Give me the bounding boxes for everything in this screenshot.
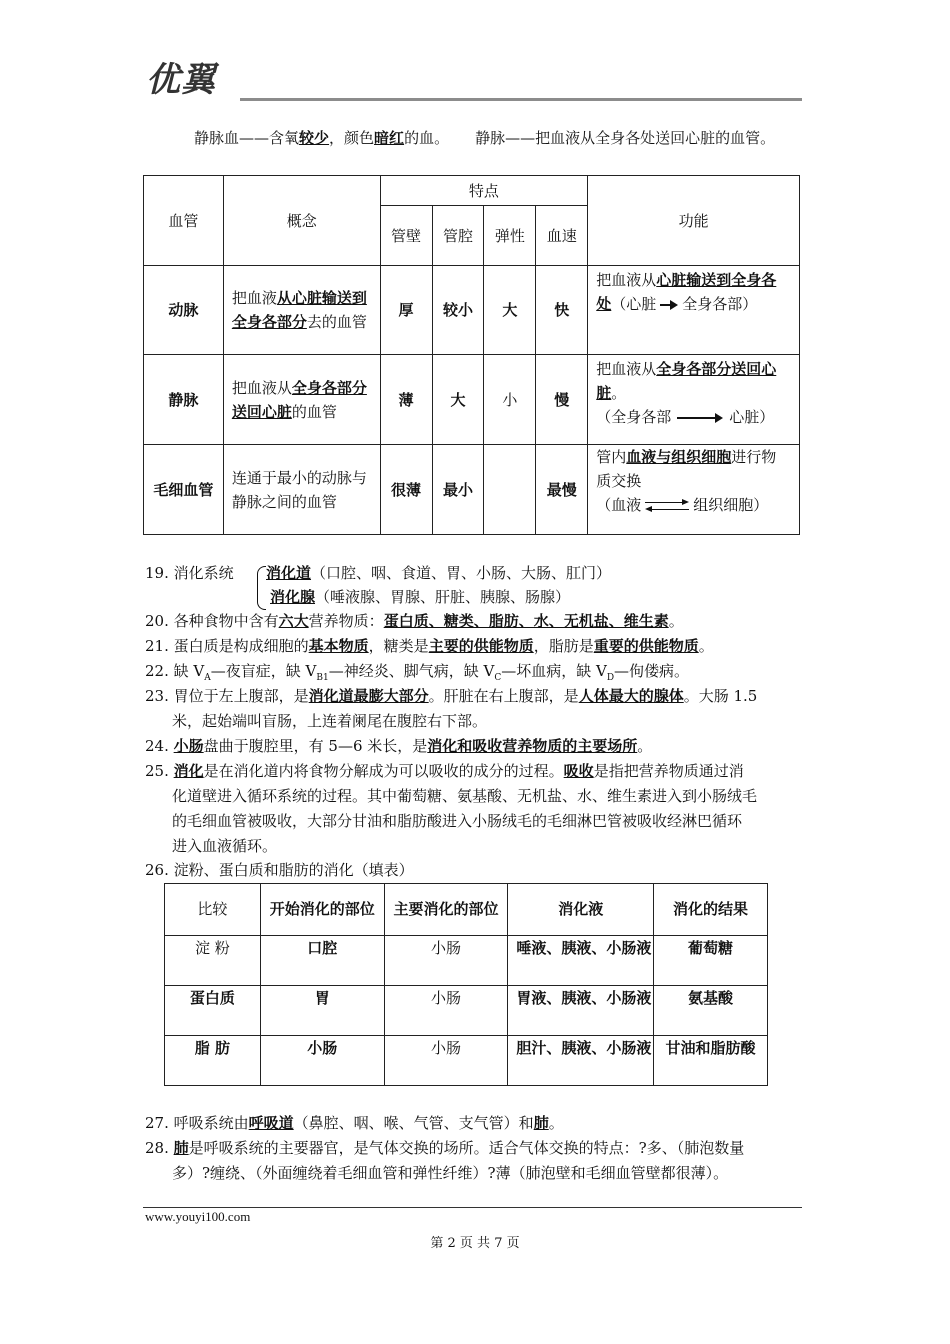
item-text: 。肝脏在右上腹部，是 — [428, 687, 579, 705]
item-text: —神经炎、脚气病，缺 V — [328, 662, 495, 680]
item-text: ，脂肪是 — [533, 637, 594, 655]
item-text: 淀粉、蛋白质和脂肪的消化（填表） — [173, 861, 414, 879]
item-text: （口腔、咽、食道、胃、小肠、大肠、肛门） — [311, 564, 612, 582]
header-cell: 血速 — [536, 206, 588, 266]
item-text: 。 — [548, 1114, 564, 1132]
footer-divider — [143, 1207, 802, 1208]
start-cell: 口腔 — [260, 936, 384, 986]
item-key: 消化腺 — [270, 588, 316, 606]
cell-key: 心脏输送到全身各处 — [596, 271, 777, 313]
item-text: 蛋白质是构成细胞的 — [173, 637, 309, 655]
vessel-name: 静脉 — [144, 355, 224, 445]
cell-text: 去的血管 — [306, 313, 367, 331]
item-number: 26. — [145, 861, 169, 879]
item-text: 盘曲于腹腔里，有 5—6 米长，是 — [203, 737, 428, 755]
item-number: 21. — [145, 637, 169, 655]
double-arrow-icon — [645, 499, 689, 513]
result-cell: 氨基酸 — [654, 986, 768, 1036]
function-cell — [588, 266, 800, 355]
item-25-cont: 的毛细血管被吸收，大部分甘油和脂肪酸进入小肠绒毛的毛细淋巴管被吸收经淋巴循环 — [172, 812, 743, 830]
cell-text: 心脏） — [729, 408, 775, 426]
item-key: 肺 — [533, 1114, 549, 1132]
item-26 — [145, 858, 414, 883]
blood-vessel-table — [143, 175, 800, 535]
lumen-cell: 最小 — [432, 445, 484, 535]
intro-text: 静脉——把血液从全身各处送回心脏的血管。 — [475, 129, 776, 147]
item-text: 。 — [637, 737, 653, 755]
item-number: 22. — [145, 662, 169, 680]
start-cell: 小肠 — [260, 1036, 384, 1086]
cell-text: （全身各部 — [596, 408, 672, 426]
item-text: —坏血病，缺 V — [501, 662, 607, 680]
cell-text: 把血液从 — [596, 360, 657, 378]
item-key: 呼吸道 — [248, 1114, 294, 1132]
item-key: 消化道 — [266, 564, 312, 582]
item-28 — [145, 1136, 744, 1161]
item-19-line-1 — [266, 561, 611, 586]
concept-cell — [223, 355, 380, 445]
speed-cell: 慢 — [536, 355, 588, 445]
elastic-cell: 小 — [484, 355, 536, 445]
result-cell: 葡萄糖 — [654, 936, 768, 986]
item-21 — [145, 634, 714, 659]
juice-cell: 唾液、胰液、小肠液 — [508, 936, 654, 986]
item-key: 消化 — [173, 762, 204, 780]
vessel-name: 动脉 — [144, 266, 224, 355]
wall-cell: 薄 — [380, 355, 432, 445]
header-cell: 管壁 — [380, 206, 432, 266]
item-text: —夜盲症，缺 V — [210, 662, 317, 680]
cell-key: 全身各部分送回心脏 — [231, 378, 367, 421]
food-cell: 蛋白质 — [165, 986, 261, 1036]
header-cell: 功能 — [588, 176, 800, 266]
header-cell: 消化液 — [508, 884, 654, 936]
table-row — [144, 445, 800, 535]
item-text: 。大肠 1.5 — [683, 687, 758, 705]
item-25 — [145, 759, 744, 784]
item-sub: C — [494, 673, 502, 683]
cell-text: 。 — [611, 384, 627, 402]
item-sub: D — [606, 673, 615, 683]
item-text: 各种食物中含有 — [173, 612, 279, 630]
item-key: 人体最大的腺体 — [578, 687, 684, 705]
item-number: 27. — [145, 1114, 169, 1132]
header-cell: 血管 — [144, 176, 224, 266]
intro-line — [194, 126, 775, 150]
item-text: ，糖类是 — [368, 637, 429, 655]
main-cell: 小肠 — [384, 1036, 508, 1086]
food-cell: 脂 肪 — [165, 1036, 261, 1086]
intro-text: 的血。 — [404, 129, 450, 147]
intro-key: 暗红 — [374, 129, 405, 147]
juice-cell: 胃液、胰液、小肠液 — [508, 986, 654, 1036]
table-row — [144, 266, 800, 355]
item-text: 胃位于左上腹部，是 — [173, 687, 309, 705]
item-19 — [145, 561, 234, 586]
item-key: 消化道最膨大部分 — [308, 687, 429, 705]
footer-url: www.youyi100.com — [145, 1209, 251, 1224]
item-sub: A — [204, 673, 211, 683]
food-cell: 淀 粉 — [165, 936, 261, 986]
cell-text: （心脏 — [611, 295, 657, 313]
header-cell: 概念 — [223, 176, 380, 266]
item-number: 25. — [145, 762, 169, 780]
item-19-line-2 — [270, 585, 570, 610]
cell-key: 全身各部分送回心脏 — [596, 360, 777, 402]
cell-text: 的血管 — [291, 402, 337, 421]
cell-text: 把血液从 — [231, 378, 292, 397]
cell-text: 管内 — [596, 448, 627, 466]
lumen-cell: 大 — [432, 355, 484, 445]
item-27 — [145, 1111, 564, 1136]
item-key: 基本物质 — [308, 637, 369, 655]
cell-text: 全身各部） — [682, 295, 758, 313]
start-cell: 胃 — [260, 986, 384, 1036]
item-number: 20. — [145, 612, 169, 630]
vessel-name: 毛细血管 — [144, 445, 224, 535]
elastic-cell — [484, 445, 536, 535]
header-cell: 消化的结果 — [654, 884, 768, 936]
function-cell — [588, 355, 800, 445]
item-key: 主要的供能物质 — [428, 637, 534, 655]
cell-text: 组织细胞） — [693, 496, 769, 514]
cell-text: 把血液 — [231, 289, 277, 307]
item-28-cont: 多）?缠绕、（外面缠绕着毛细血管和弹性纤维）?薄（肺泡壁和毛细血管壁都很薄）。 — [172, 1164, 729, 1182]
header-cell: 弹性 — [484, 206, 536, 266]
item-number: 19. — [145, 564, 169, 582]
item-text: 是呼吸系统的主要器官，是气体交换的场所。适合气体交换的特点：?多、（肺泡数量 — [188, 1139, 745, 1157]
arrow-icon — [677, 413, 723, 423]
concept-cell — [223, 266, 380, 355]
item-number: 23. — [145, 687, 169, 705]
intro-key: 较少 — [299, 129, 330, 147]
header-cell: 特点 — [380, 176, 588, 206]
function-cell — [588, 445, 800, 535]
lumen-cell: 较小 — [432, 266, 484, 355]
cell-key: 从心脏输送到全身各部分 — [231, 289, 367, 331]
speed-cell: 快 — [536, 266, 588, 355]
item-key: 吸收 — [563, 762, 594, 780]
table-row — [144, 355, 800, 445]
intro-text: ，颜色 — [329, 129, 375, 147]
item-text: 是在消化道内将食物分解成为可以吸收的成分的过程。 — [203, 762, 564, 780]
item-key: 六大 — [278, 612, 309, 630]
result-cell: 甘油和脂肪酸 — [654, 1036, 768, 1086]
item-25-cont: 化道壁进入循环系统的过程。其中葡萄糖、氨基酸、无机盐、水、维生素进入到小肠绒毛 — [172, 787, 758, 805]
item-24 — [145, 734, 652, 759]
item-23-cont: 米，起始端叫盲肠，上连着阑尾在腹腔右下部。 — [172, 712, 488, 730]
item-text: —佝偻病。 — [614, 662, 690, 680]
elastic-cell: 大 — [484, 266, 536, 355]
logo: 优翼 — [146, 60, 216, 100]
item-key: 肺 — [173, 1139, 189, 1157]
item-text: 消化系统 — [173, 564, 234, 582]
item-key: 小肠 — [173, 737, 204, 755]
table-row — [165, 1036, 768, 1086]
header-cell: 比较 — [165, 884, 261, 936]
page-number: 第 2 页 共 7 页 — [430, 1236, 520, 1251]
item-text: 。 — [668, 612, 684, 630]
cell-text: 把血液从 — [596, 271, 657, 289]
digestion-table — [164, 883, 768, 1086]
item-text: 是指把营养物质通过消 — [593, 762, 744, 780]
item-20 — [145, 609, 684, 634]
wall-cell: 很薄 — [380, 445, 432, 535]
item-text: 呼吸系统由 — [173, 1114, 249, 1132]
item-text: （唾液腺、胃腺、肝脏、胰腺、肠腺） — [315, 588, 571, 606]
header-cell: 主要消化的部位 — [384, 884, 508, 936]
item-text: 。 — [698, 637, 714, 655]
cell-text: （血液 — [596, 496, 642, 514]
header-cell: 开始消化的部位 — [260, 884, 384, 936]
item-key: 蛋白质、糖类、脂肪、水、无机盐、维生素 — [383, 612, 669, 630]
item-25-cont: 进入血液循环。 — [172, 837, 278, 855]
main-cell: 小肠 — [384, 986, 508, 1036]
item-23 — [145, 684, 757, 709]
header-divider — [240, 98, 802, 101]
arrow-icon — [660, 300, 678, 310]
item-text: 缺 V — [173, 662, 205, 680]
item-text: （鼻腔、咽、喉、气管、支气管）和 — [293, 1114, 534, 1132]
item-key: 重要的供能物质 — [593, 637, 699, 655]
brace-icon — [257, 566, 266, 610]
concept-cell: 连通于最小的动脉与静脉之间的血管 — [223, 445, 380, 535]
table-row — [165, 986, 768, 1036]
item-key: 消化和吸收营养物质的主要场所 — [427, 737, 638, 755]
cell-text: 进行物质交换 — [596, 448, 777, 490]
intro-text: 静脉血——含氧 — [194, 129, 300, 147]
main-cell: 小肠 — [384, 936, 508, 986]
speed-cell: 最慢 — [536, 445, 588, 535]
item-sub: B1 — [316, 673, 329, 683]
table-row — [165, 936, 768, 986]
juice-cell: 胆汁、胰液、小肠液 — [508, 1036, 654, 1086]
item-number: 24. — [145, 737, 169, 755]
item-number: 28. — [145, 1139, 169, 1157]
item-text: 营养物质： — [308, 612, 384, 630]
header-cell: 管腔 — [432, 206, 484, 266]
wall-cell: 厚 — [380, 266, 432, 355]
cell-key: 血液与组织细胞 — [626, 448, 732, 466]
